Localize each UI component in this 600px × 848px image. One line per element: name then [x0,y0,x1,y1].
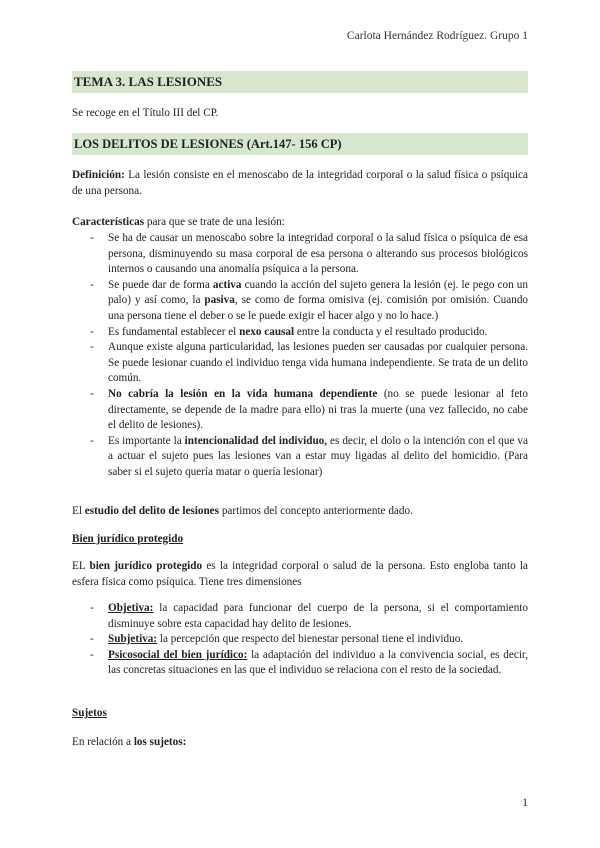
characteristics-paragraph [72,215,528,231]
list-item: - Se puede dar de forma activa cuando la acción del sujeto genera la lesión (ej. le pego con un palo) y así como, la pasiva, se como de forma omisiva (ej. comisión por omisión. Cuando una persona tiene el deber o se le puede exigir el hacer algo y no lo hace.) [72,278,528,325]
header-author: Carlota Hernández Rodríguez. Grupo 1 [346,30,528,42]
section-heading-delitos: LOS DELITOS DE LESIONES (Art.147- 156 CP) [72,133,528,155]
intro-text: Se recoge en el Título III del CP. [72,107,219,119]
list-item: - Es importante la intencionalidad del individuo, es decir, el dolo o la intención con el que va a actuar el sujeto pues las lesiones van a estar muy ligadas al delito del homicidio. (Para saber si el sujeto quería matar o quería lesionar) [72,434,528,481]
list-item: - Psicosocial del bien jurídico: la adaptación del individuo a la convivencia social, es decir, las concretas situaciones en las que el individuo se relaciona con el resto de la sociedad. [72,648,528,679]
characteristics-list [72,231,528,481]
definition-label: Definición: [72,169,125,181]
bien-juridico-paragraph: EL bien jurídico protegido es la integridad corporal o salud de la persona. Esto engloba tanto la esfera física como psíquica. Tiene tres dimensiones [72,560,528,588]
list-item: - Es fundamental establecer el nexo causal entre la conducta y el resultado producido. [72,325,528,341]
chapter-title: TEMA 3. LAS LESIONES [72,71,528,93]
sujetos-paragraph: En relación a los sujetos: [72,736,187,748]
definition-paragraph [72,168,528,199]
characteristics-text: para que se trate de una lesión: [144,216,285,228]
list-item: - Se ha de causar un menoscabo sobre la integridad corporal o la salud física o psíquica de esa persona, disminuyendo su masa corporal de esa persona o alterando sus procesos biológicos internos o causando una anomalía psíquica a la persona. [72,231,528,278]
definition-text: La lesión consiste en el menoscabo de la integridad corporal o la salud física o psíquica de una persona. [72,169,528,197]
list-item: - Aunque existe alguna particularidad, las lesiones pueden ser causadas por cualquier persona. Se puede lesionar cuando el individuo tenga vida humana independiente. Se trata de un delito común. [72,340,528,387]
bien-juridico-heading: Bien jurídico protegido [72,533,184,545]
list-item: - No cabría la lesión en la vida humana dependiente (no se puede lesionar al feto directamente, se depende de la madre para ello) ni tras la muerte (una vez fallecido, no cabe el delito de lesiones). [72,387,528,434]
study-paragraph: El estudio del delito de lesiones partimos del concepto anteriormente dado. [72,505,413,517]
list-item: - Subjetiva: la percepción que respecto del bienestar personal tiene el individuo. [72,632,528,648]
sujetos-heading: Sujetos [72,707,107,719]
list-item: - Objetiva: la capacidad para funcionar del cuerpo de la persona, si el comportamiento disminuye sobre esta capacidad hay delito de lesiones. [72,601,528,632]
page-number: 1 [522,797,528,809]
dimensions-list [72,601,528,679]
characteristics-label: Características [72,216,145,228]
